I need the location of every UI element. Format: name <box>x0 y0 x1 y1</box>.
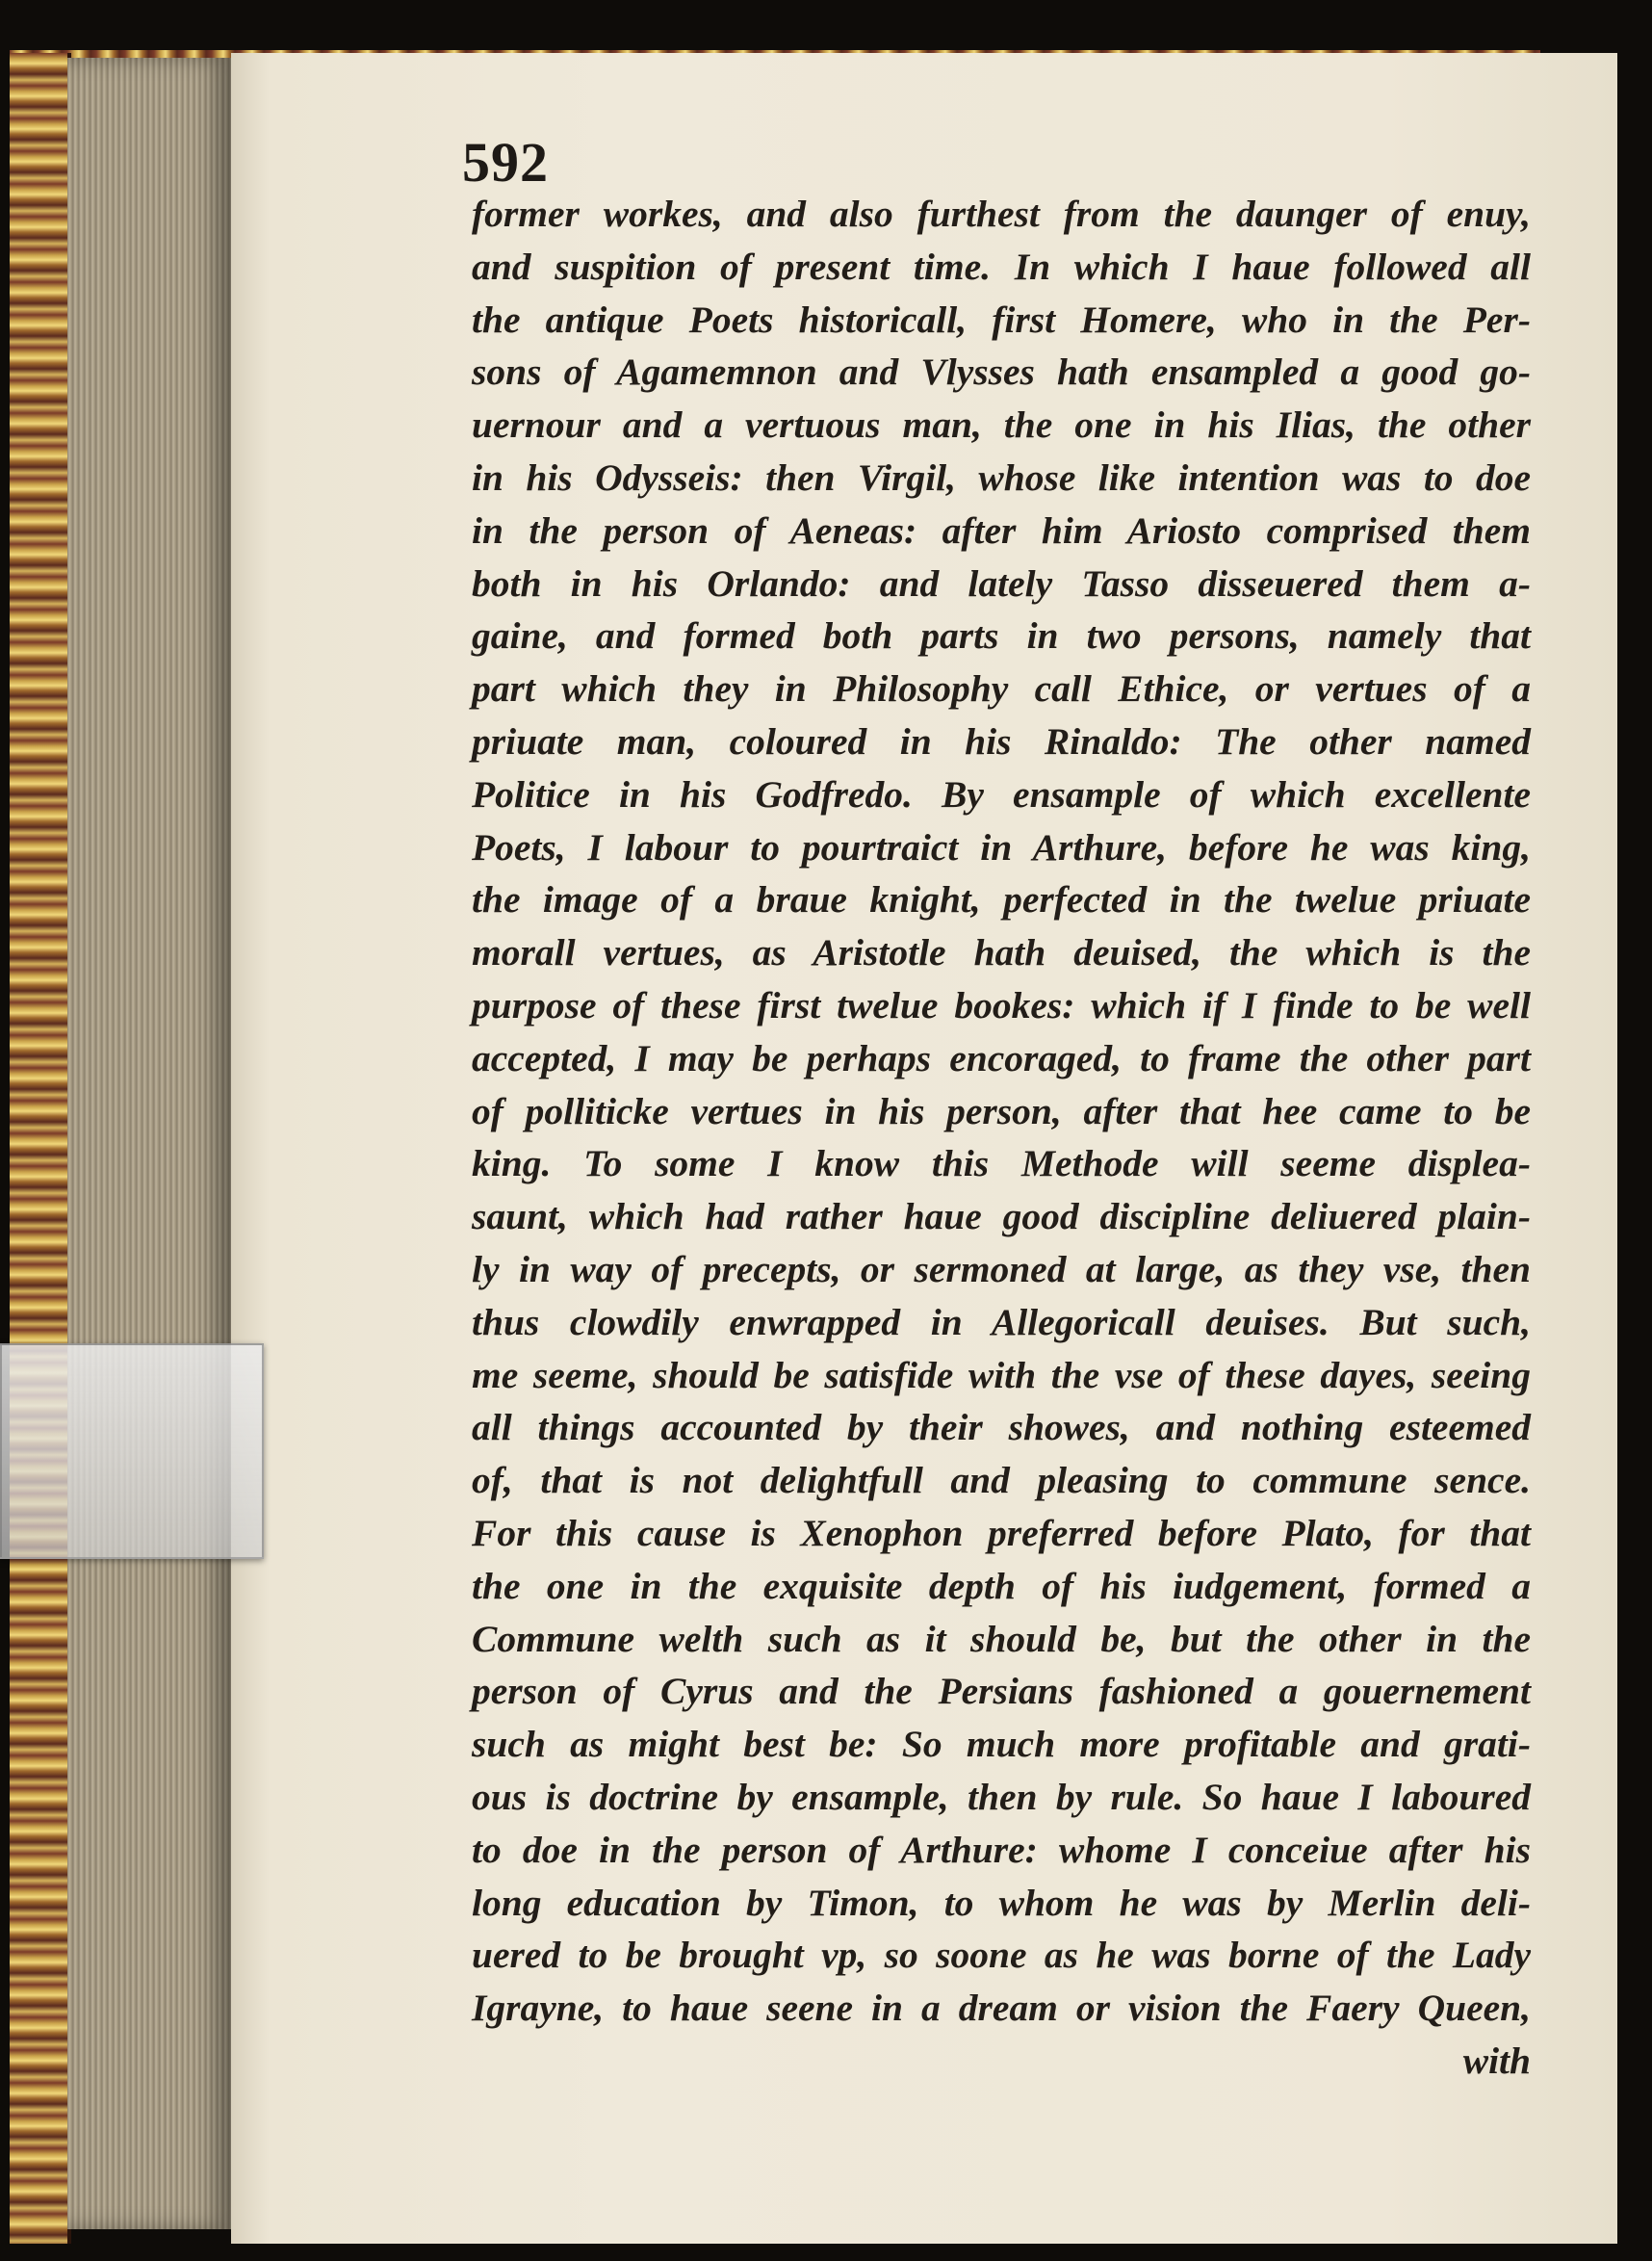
text-line: accepted, I may be perhaps encoraged, to frame the other part <box>472 1036 1531 1079</box>
page-edges <box>67 58 233 2229</box>
catchword: with <box>1462 2039 1531 2082</box>
text-line: ly in way of precepts, or sermoned at large, as they vse, then <box>472 1247 1531 1290</box>
text-line: both in his Orlando: and lately Tasso disseuered them a- <box>472 561 1531 605</box>
text-line: Igrayne, to haue seene in a dream or vision the Faery Queen, <box>472 1987 1531 2030</box>
text-line: such as might best be: So much more profitable and grati- <box>472 1723 1531 1766</box>
text-line: For this cause is Xenophon preferred before Plato, for that <box>472 1511 1531 1554</box>
text-line: all things accounted by their showes, and nothing esteemed <box>472 1406 1531 1449</box>
page-number: 592 <box>462 131 549 194</box>
text-line: former workes, and also furthest from the daunger of enuy, <box>472 193 1531 235</box>
text-line: in the person of Aeneas: after him Ariosto comprised them <box>472 508 1531 552</box>
text-line: me seeme, should be satisfide with the vse of these dayes, seeing <box>472 1353 1531 1396</box>
text-line: in his Odysseis: then Virgil, whose like intention was to doe <box>472 455 1531 499</box>
text-line: to doe in the person of Arthure: whome I conceiue after his <box>472 1828 1531 1871</box>
text-line: sons of Agamemnon and Vlysses hath ensampled a good go- <box>472 351 1531 394</box>
text-line: ous is doctrine by ensample, then by rule. So haue I laboured <box>472 1775 1531 1818</box>
page-clip <box>0 1343 264 1559</box>
text-line: Poets, I labour to pourtraict in Arthure, before he was king, <box>472 825 1531 869</box>
text-line: the antique Poets historicall, first Homere, who in the Per- <box>472 298 1531 341</box>
text-line: person of Cyrus and the Persians fashioned a gouernement <box>472 1670 1531 1713</box>
text-line: Commune welth such as it should be, but the other in the <box>472 1617 1531 1660</box>
page-text <box>472 188 1531 2088</box>
text-line: part which they in Philosophy call Ethice, or vertues of a <box>472 667 1531 711</box>
text-line: the one in the exquisite depth of his iudgement, formed a <box>472 1564 1531 1607</box>
text-line: the image of a braue knight, perfected in the twelue priuate <box>472 878 1531 922</box>
text-line: uered to be brought vp, so soone as he was borne of the Lady <box>472 1934 1531 1977</box>
text-line: gaine, and formed both parts in two persons, namely that <box>472 614 1531 658</box>
text-line: of polliticke vertues in his person, after that hee came to be <box>472 1089 1531 1132</box>
text-line: of, that is not delightfull and pleasing to commune sence. <box>472 1459 1531 1502</box>
text-line: uernour and a vertuous man, the one in his Ilias, the other <box>472 403 1531 447</box>
text-line: and suspition of present time. In which I haue followed all <box>472 245 1531 288</box>
text-line: saunt, which had rather haue good discipline deliuered plain- <box>472 1195 1531 1238</box>
text-line: thus clowdily enwrapped in Allegoricall deuises. But such, <box>472 1300 1531 1343</box>
text-line: morall vertues, as Aristotle hath deuised, the which is the <box>472 931 1531 975</box>
text-line: purpose of these first twelue bookes: which if I finde to be well <box>472 983 1531 1027</box>
gilt-edge-left <box>10 53 71 2244</box>
text-line: priuate man, coloured in his Rinaldo: The other named <box>472 719 1531 763</box>
text-line: Politice in his Godfredo. By ensample of which excellente <box>472 772 1531 816</box>
text-line: long education by Timon, to whom he was by Merlin deli- <box>472 1881 1531 1924</box>
text-line: king. To some I know this Methode will seeme displea- <box>472 1142 1531 1185</box>
